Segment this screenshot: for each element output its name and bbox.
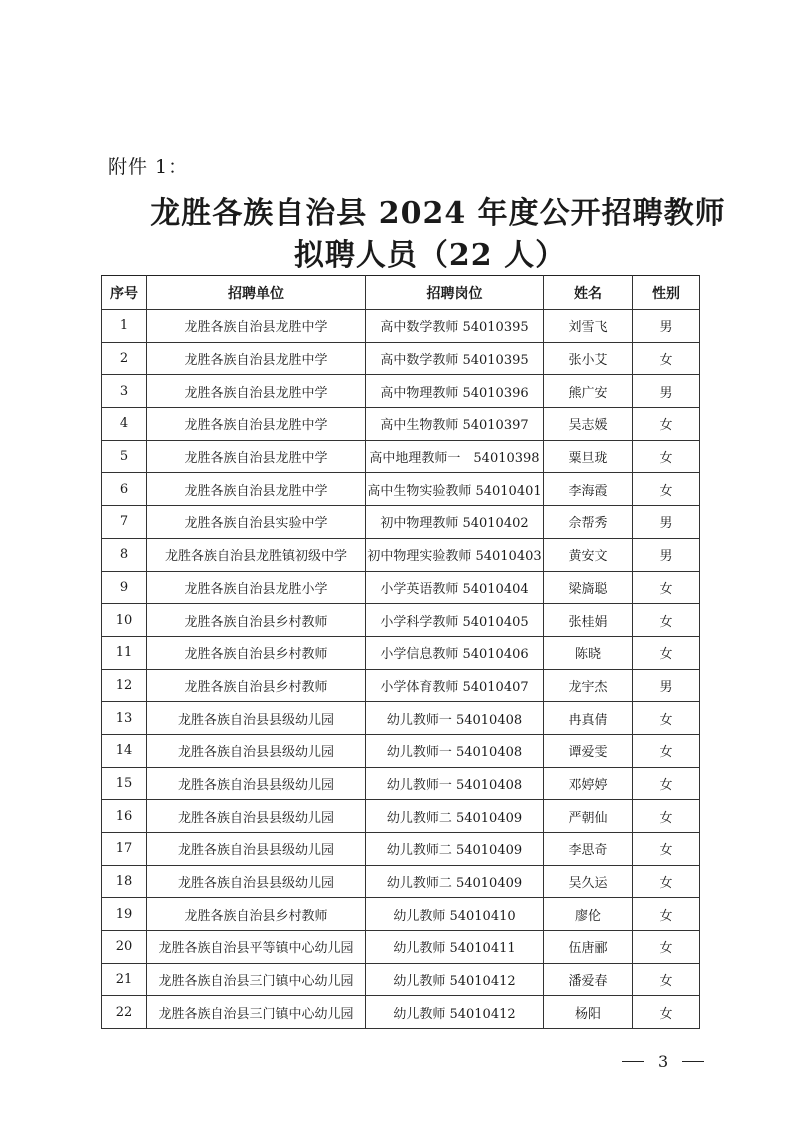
cell-post: 幼儿教师二 54010409 <box>366 833 544 866</box>
cell-sex: 男 <box>633 310 700 343</box>
cell-name: 吴志媛 <box>544 408 633 441</box>
page-number: 3 <box>658 1052 669 1071</box>
cell-no: 4 <box>102 408 147 441</box>
table-row <box>102 473 700 506</box>
cell-no: 20 <box>102 931 147 964</box>
document-title-line-1: 龙胜各族自治县 2024 年度公开招聘教师 <box>150 196 726 231</box>
table-row <box>102 669 700 702</box>
table-row <box>102 767 700 800</box>
cell-name: 梁旖聪 <box>544 571 633 604</box>
cell-name: 佘帮秀 <box>544 506 633 539</box>
cell-post: 小学信息教师 54010406 <box>366 636 544 669</box>
cell-name: 廖伦 <box>544 898 633 931</box>
cell-no: 21 <box>102 963 147 996</box>
cell-name: 李思奇 <box>544 833 633 866</box>
header-unit: 招聘单位 <box>147 276 366 310</box>
cell-post: 幼儿教师 54010410 <box>366 898 544 931</box>
cell-post: 高中物理教师 54010396 <box>366 375 544 408</box>
cell-post: 幼儿教师一 54010408 <box>366 767 544 800</box>
cell-name: 李海霞 <box>544 473 633 506</box>
cell-sex: 女 <box>633 440 700 473</box>
cell-sex: 男 <box>633 669 700 702</box>
table-row <box>102 996 700 1029</box>
cell-no: 11 <box>102 636 147 669</box>
cell-unit: 龙胜各族自治县实验中学 <box>147 506 366 539</box>
cell-no: 22 <box>102 996 147 1029</box>
cell-sex: 女 <box>633 931 700 964</box>
cell-no: 18 <box>102 865 147 898</box>
table-row <box>102 342 700 375</box>
header-no: 序号 <box>102 276 147 310</box>
cell-no: 16 <box>102 800 147 833</box>
cell-sex: 女 <box>633 963 700 996</box>
cell-name: 张桂娟 <box>544 604 633 637</box>
cell-sex: 女 <box>633 898 700 931</box>
cell-sex: 女 <box>633 473 700 506</box>
cell-unit: 龙胜各族自治县龙胜镇初级中学 <box>147 538 366 571</box>
cell-unit: 龙胜各族自治县龙胜中学 <box>147 310 366 343</box>
cell-post: 幼儿教师 54010411 <box>366 931 544 964</box>
header-sex: 性别 <box>633 276 700 310</box>
cell-unit: 龙胜各族自治县龙胜中学 <box>147 408 366 441</box>
cell-unit: 龙胜各族自治县龙胜中学 <box>147 440 366 473</box>
cell-sex: 女 <box>633 702 700 735</box>
cell-sex: 女 <box>633 342 700 375</box>
cell-unit: 龙胜各族自治县县级幼儿园 <box>147 734 366 767</box>
cell-sex: 女 <box>633 800 700 833</box>
cell-no: 1 <box>102 310 147 343</box>
table-row <box>102 571 700 604</box>
table-row <box>102 898 700 931</box>
page-footer <box>622 1052 704 1071</box>
cell-post: 幼儿教师一 54010408 <box>366 734 544 767</box>
cell-sex: 女 <box>633 996 700 1029</box>
cell-sex: 女 <box>633 571 700 604</box>
cell-no: 14 <box>102 734 147 767</box>
table-row <box>102 702 700 735</box>
cell-post: 幼儿教师 54010412 <box>366 963 544 996</box>
attachment-label: 附件 1： <box>108 156 189 178</box>
cell-unit: 龙胜各族自治县乡村教师 <box>147 669 366 702</box>
table-row <box>102 963 700 996</box>
cell-sex: 男 <box>633 375 700 408</box>
cell-name: 吴久运 <box>544 865 633 898</box>
table-row <box>102 636 700 669</box>
table-row <box>102 408 700 441</box>
table-row <box>102 800 700 833</box>
cell-unit: 龙胜各族自治县龙胜中学 <box>147 375 366 408</box>
cell-no: 12 <box>102 669 147 702</box>
cell-post: 高中数学教师 54010395 <box>366 310 544 343</box>
cell-post: 小学英语教师 54010404 <box>366 571 544 604</box>
table-row <box>102 310 700 343</box>
cell-sex: 女 <box>633 833 700 866</box>
table-row <box>102 734 700 767</box>
cell-name: 伍唐郦 <box>544 931 633 964</box>
cell-no: 6 <box>102 473 147 506</box>
right-dash <box>682 1061 704 1062</box>
cell-name: 陈晓 <box>544 636 633 669</box>
cell-name: 严朝仙 <box>544 800 633 833</box>
table-header-row <box>102 276 700 310</box>
cell-no: 3 <box>102 375 147 408</box>
cell-name: 刘雪飞 <box>544 310 633 343</box>
cell-sex: 男 <box>633 538 700 571</box>
table-row <box>102 375 700 408</box>
cell-name: 张小艾 <box>544 342 633 375</box>
cell-unit: 龙胜各族自治县龙胜小学 <box>147 571 366 604</box>
cell-name: 黄安文 <box>544 538 633 571</box>
cell-unit: 龙胜各族自治县县级幼儿园 <box>147 833 366 866</box>
cell-no: 10 <box>102 604 147 637</box>
cell-post: 高中数学教师 54010395 <box>366 342 544 375</box>
cell-no: 8 <box>102 538 147 571</box>
cell-unit: 龙胜各族自治县龙胜中学 <box>147 473 366 506</box>
cell-sex: 女 <box>633 604 700 637</box>
hire-roster-table <box>101 275 700 1029</box>
cell-unit: 龙胜各族自治县三门镇中心幼儿园 <box>147 963 366 996</box>
header-post: 招聘岗位 <box>366 276 544 310</box>
cell-post: 高中生物教师 54010397 <box>366 408 544 441</box>
cell-post: 高中地理教师一 54010398 <box>366 440 544 473</box>
table-row <box>102 865 700 898</box>
cell-unit: 龙胜各族自治县乡村教师 <box>147 604 366 637</box>
cell-unit: 龙胜各族自治县县级幼儿园 <box>147 702 366 735</box>
cell-name: 龙宇杰 <box>544 669 633 702</box>
cell-name: 邓婷婷 <box>544 767 633 800</box>
table-row <box>102 538 700 571</box>
cell-post: 初中物理实验教师 54010403 <box>366 538 544 571</box>
cell-post: 幼儿教师二 54010409 <box>366 865 544 898</box>
cell-post: 高中生物实验教师 54010401 <box>366 473 544 506</box>
cell-name: 冉真倩 <box>544 702 633 735</box>
table-row <box>102 833 700 866</box>
cell-unit: 龙胜各族自治县县级幼儿园 <box>147 865 366 898</box>
cell-no: 7 <box>102 506 147 539</box>
cell-name: 粟旦珑 <box>544 440 633 473</box>
table-row <box>102 931 700 964</box>
cell-no: 13 <box>102 702 147 735</box>
cell-unit: 龙胜各族自治县龙胜中学 <box>147 342 366 375</box>
cell-no: 15 <box>102 767 147 800</box>
cell-unit: 龙胜各族自治县县级幼儿园 <box>147 800 366 833</box>
cell-unit: 龙胜各族自治县县级幼儿园 <box>147 767 366 800</box>
table-row <box>102 440 700 473</box>
cell-post: 幼儿教师二 54010409 <box>366 800 544 833</box>
cell-name: 潘爱春 <box>544 963 633 996</box>
cell-post: 小学体育教师 54010407 <box>366 669 544 702</box>
cell-name: 谭爱雯 <box>544 734 633 767</box>
cell-sex: 男 <box>633 506 700 539</box>
cell-sex: 女 <box>633 767 700 800</box>
cell-unit: 龙胜各族自治县乡村教师 <box>147 636 366 669</box>
cell-no: 2 <box>102 342 147 375</box>
cell-no: 9 <box>102 571 147 604</box>
table-body <box>102 310 700 1029</box>
cell-post: 小学科学教师 54010405 <box>366 604 544 637</box>
cell-no: 19 <box>102 898 147 931</box>
left-dash <box>622 1061 644 1062</box>
cell-sex: 女 <box>633 734 700 767</box>
cell-sex: 女 <box>633 408 700 441</box>
cell-unit: 龙胜各族自治县乡村教师 <box>147 898 366 931</box>
table-row <box>102 506 700 539</box>
cell-no: 5 <box>102 440 147 473</box>
cell-name: 熊广安 <box>544 375 633 408</box>
cell-name: 杨阳 <box>544 996 633 1029</box>
cell-sex: 女 <box>633 636 700 669</box>
document-title-line-2: 拟聘人员（22 人） <box>293 238 567 273</box>
cell-sex: 女 <box>633 865 700 898</box>
cell-post: 幼儿教师一 54010408 <box>366 702 544 735</box>
table-row <box>102 604 700 637</box>
cell-post: 幼儿教师 54010412 <box>366 996 544 1029</box>
cell-no: 17 <box>102 833 147 866</box>
cell-unit: 龙胜各族自治县三门镇中心幼儿园 <box>147 996 366 1029</box>
cell-post: 初中物理教师 54010402 <box>366 506 544 539</box>
header-name: 姓名 <box>544 276 633 310</box>
cell-unit: 龙胜各族自治县平等镇中心幼儿园 <box>147 931 366 964</box>
